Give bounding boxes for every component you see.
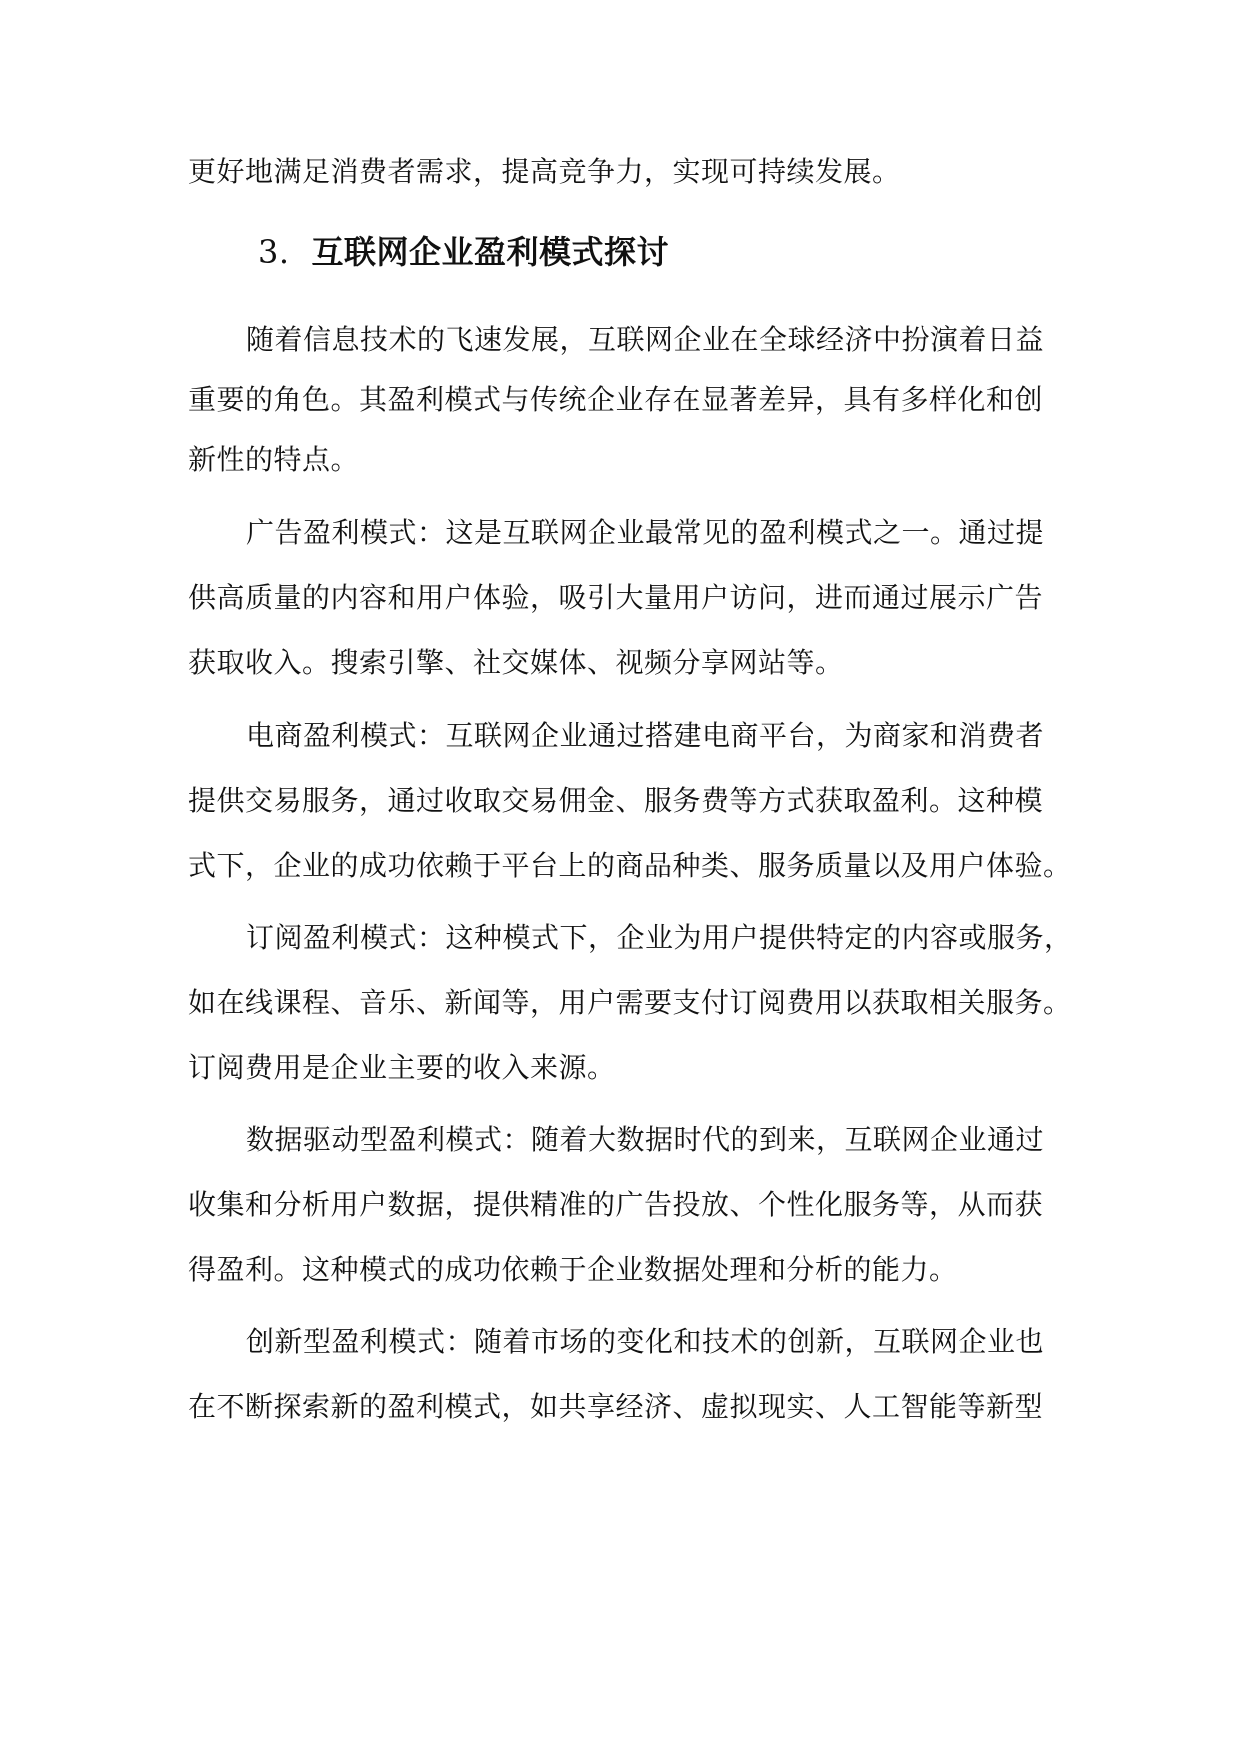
- text-line: 供高质量的内容和用户体验，吸引大量用户访问，进而通过展示广告: [188, 581, 1044, 614]
- text-line: 订阅盈利模式：这种模式下，企业为用户提供特定的内容或服务，: [246, 921, 1073, 954]
- text-line: 提供交易服务，通过收取交易佣金、服务费等方式获取盈利。这种模: [188, 784, 1044, 817]
- text-line: 在不断探索新的盈利模式，如共享经济、虚拟现实、人工智能等新型: [188, 1390, 1044, 1423]
- text-line: 收集和分析用户数据，提供精准的广告投放、个性化服务等，从而获: [188, 1188, 1044, 1221]
- text-line: 新性的特点。: [188, 443, 360, 476]
- text-line: 电商盈利模式：互联网企业通过搭建电商平台，为商家和消费者: [246, 719, 1045, 752]
- text-line: 式下，企业的成功依赖于平台上的商品种类、服务质量以及用户体验。: [188, 849, 1072, 882]
- section-number: 3.: [258, 233, 290, 271]
- section-title: 互联网企业盈利模式探讨: [311, 233, 670, 271]
- text-line: 获取收入。搜索引擎、社交媒体、视频分享网站等。: [188, 646, 844, 679]
- text-line: 更好地满足消费者需求，提高竞争力，实现可持续发展。: [188, 155, 901, 188]
- text-line: 数据驱动型盈利模式：随着大数据时代的到来，互联网企业通过: [246, 1123, 1045, 1156]
- text-line: 如在线课程、音乐、新闻等，用户需要支付订阅费用以获取相关服务。: [188, 986, 1072, 1019]
- text-line: 重要的角色。其盈利模式与传统企业存在显著差异，具有多样化和创: [188, 383, 1044, 416]
- section-heading: [258, 230, 669, 274]
- text-line: 随着信息技术的飞速发展，互联网企业在全球经济中扮演着日益: [246, 323, 1045, 356]
- text-line: 得盈利。这种模式的成功依赖于企业数据处理和分析的能力。: [188, 1253, 958, 1286]
- text-line: 广告盈利模式：这是互联网企业最常见的盈利模式之一。通过提: [246, 516, 1045, 549]
- text-line: 订阅费用是企业主要的收入来源。: [188, 1051, 616, 1084]
- text-line: 创新型盈利模式：随着市场的变化和技术的创新，互联网企业也: [246, 1325, 1045, 1358]
